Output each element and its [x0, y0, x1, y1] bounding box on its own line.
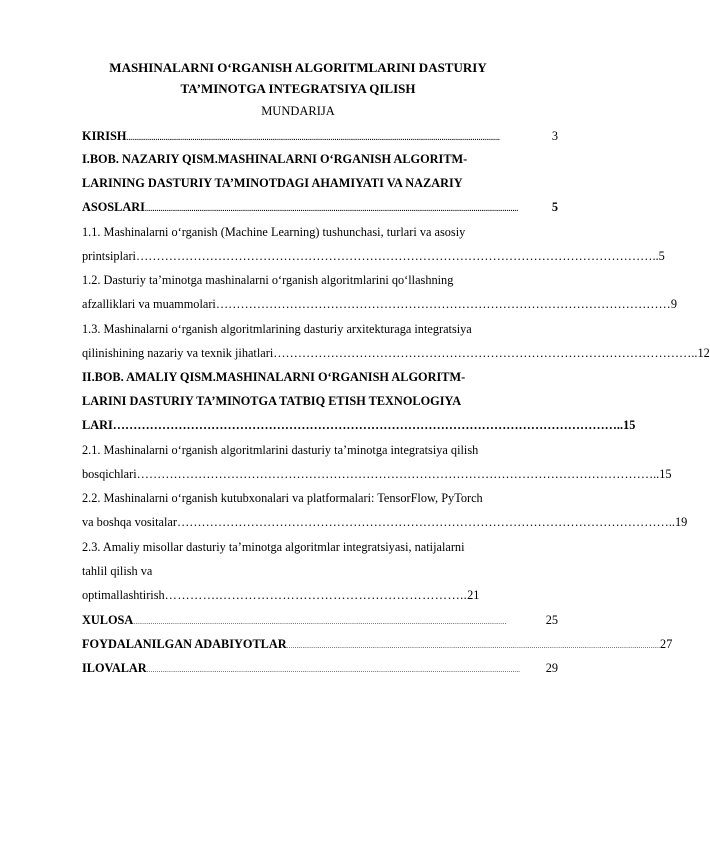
toc-page-number: 5 [551, 200, 558, 214]
leader-dots: ................................................................................................................................................................................................ [286, 643, 661, 650]
toc-chapter1-line2: LARINING DASTURIY TA’MINOTDAGI AHAMIYATI VA NAZARIY [82, 176, 463, 190]
toc-entry-label: FOYDALANILGAN ADABIYOTLAR [82, 637, 287, 651]
toc-page-number: 29 [545, 661, 558, 675]
toc-entry-kirish [82, 127, 558, 148]
leader-dots: ………….………………………………………………….. [164, 588, 468, 602]
toc-entry-ilovalar [82, 659, 558, 680]
toc-chapter2-line2: LARINI DASTURIY TA’MINOTGA TATBIQ ETISH TEXNOLOGIYA [82, 394, 462, 408]
toc-page-number: 9 [670, 297, 677, 311]
leader-dots: ................................................................................................................................................................................................ [146, 667, 521, 674]
leader-dots: ………………………………………………………………………………………………… [215, 297, 671, 311]
leader-dots: ................................................................................................................................................................................................ [126, 135, 500, 142]
leader-dots: ................................................................................................................................................................................................ [133, 619, 507, 626]
toc-section-2-1-line2 [82, 465, 672, 483]
toc-entry-foydalanilgan-adabiyotlar [82, 635, 673, 656]
toc-section-2-3-line2: tahlil qilish va [82, 564, 153, 578]
toc-entry-label: XULOSA [82, 613, 134, 627]
toc-section-2-1-line1: 2.1. Mashinalarni o‘rganish algoritmlarini dasturiy ta’minotga integratsiya qilish [82, 443, 479, 457]
toc-page-number: 15 [623, 418, 636, 432]
toc-page-number: 15 [659, 467, 672, 481]
toc-entry-label: KIRISH [82, 129, 127, 143]
toc-chapter2-line1: II.BOB. AMALIY QISM.MASHINALARNI O‘RGANISH ALGORITM- [82, 370, 466, 384]
leader-dots: ……………………………………………………………………………………………………………….. [136, 467, 660, 481]
leader-dots: ………………………………………………………………………………………………………….. [176, 515, 675, 529]
toc-page-number: 25 [545, 613, 558, 627]
toc-chapter1-line1: I.BOB. NAZARIY QISM.MASHINALARNI O‘RGANISH ALGORITM- [82, 152, 468, 166]
leader-dots: …………………………………………………………………………………………………………….. [112, 418, 624, 432]
toc-section-2-3-line3 [82, 586, 502, 604]
toc-section-2-2-line1: 2.2. Mashinalarni o‘rganish kutubxonalari va platformalari: TensorFlow, PyTorch [82, 491, 483, 505]
leader-dots: ……………………………………………………………………………………………………………….. [135, 249, 659, 263]
toc-entry-label: LARI [82, 418, 113, 432]
toc-section-1-3-line2 [82, 344, 710, 362]
toc-page-number: 19 [674, 515, 688, 529]
toc-section-1-2-line2 [82, 295, 677, 313]
toc-entry-label: ILOVALAR [82, 661, 147, 675]
toc-section-1-1-line1: 1.1. Mashinalarni o‘rganish (Machine Learning) tushunchasi, turlari va asosiy [82, 225, 466, 239]
toc-page-number: 12 [697, 346, 710, 360]
contents-heading: MUNDARIJA [261, 104, 335, 118]
toc-section-2-2-line2 [82, 513, 688, 531]
toc-section-2-3-line1: 2.3. Amaliy misollar dasturiy ta’minotga algoritmlar integratsiyasi, natijalarni [82, 540, 465, 554]
toc-chapter2-line3 [82, 416, 636, 434]
toc-entry-label: va boshqa vositalar [82, 515, 177, 529]
toc-section-1-2-line1: 1.2. Dasturiy ta’minotga mashinalarni o‘rganish algoritmlarini qo‘llashning [82, 273, 454, 287]
document-title-line1: MASHINALARNI O‘RGANISH ALGORITMLARINI DASTURIY [109, 60, 487, 75]
toc-entry-label: afzalliklari va muammolari [82, 297, 216, 311]
toc-chapter1-line3 [82, 198, 558, 219]
toc-page-number: 3 [551, 129, 558, 143]
toc-entry-label: ASOSLARI [82, 200, 145, 214]
toc-section-1-3-line1: 1.3. Mashinalarni o‘rganish algoritmlarining dasturiy arxitekturaga integratsiya [82, 322, 472, 336]
leader-dots: ................................................................................................................................................................................................ [144, 206, 519, 213]
toc-section-1-1-line2 [82, 247, 665, 265]
toc-entry-label: qilinishining nazariy va texnik jihatlari [82, 346, 274, 360]
toc-entry-xulosa [82, 611, 558, 632]
toc-entry-label: optimallashtirish [82, 588, 165, 602]
toc-entry-label: printsiplari [82, 249, 136, 263]
toc-page-number: 5 [658, 249, 665, 263]
leader-dots: ………………………………………………………………………………………….. [273, 346, 698, 360]
toc-page-number: 21 [467, 588, 480, 602]
document-title-line2: TA’MINOTGA INTEGRATSIYA QILISH [180, 81, 416, 96]
toc-entry-label: bosqichlari [82, 467, 137, 481]
toc-page-number: 27 [660, 637, 673, 651]
